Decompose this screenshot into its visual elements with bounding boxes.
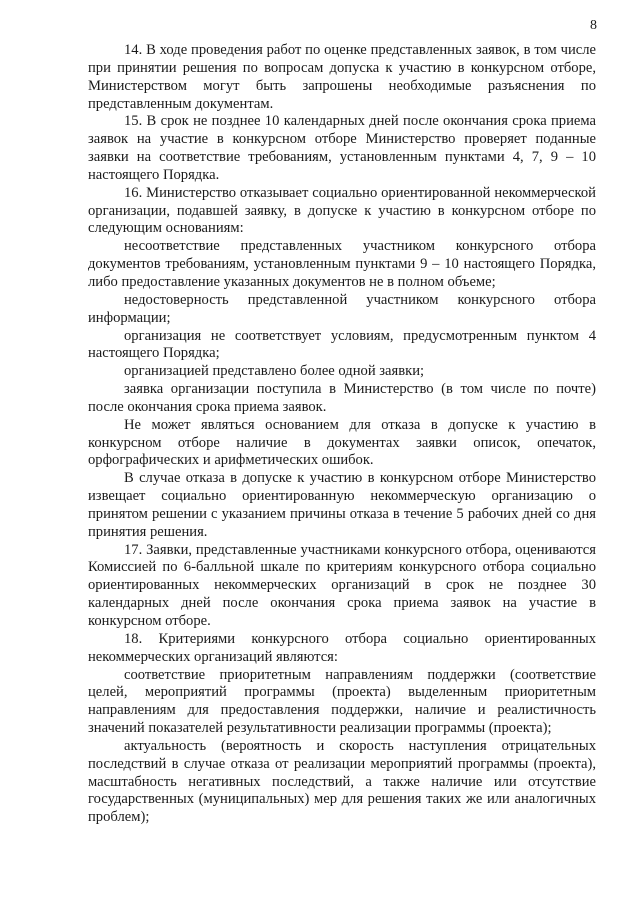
paragraph-17: 17. Заявки, представленные участниками конкурсного отбора, оцениваются Комиссией по 6-балльной шкале по критериям конкурсного отбора социально ориентированных некоммерческих организаций в срок не позднее 30 календарных дней после окончания срока приема заявок на участие в конкурсном отборе. [88, 541, 596, 629]
criterion-relevance: актуальность (вероятность и скорость наступления отрицательных последствий в случае отказа от реализации мероприятий программы (проекта), масштабность негативных последствий, а также наличие или отсутствие государственных (муниципальных) мер для решения таких же или аналогичных проблем); [88, 737, 596, 826]
refusal-ground-unreliable-info: недостоверность представленной участником конкурсного отбора информации; [88, 291, 596, 326]
typo-not-ground-paragraph: Не может являться основанием для отказа в допуске к участию в конкурсном отборе наличие в документах заявки описок, опечаток, орфографических и арифметических ошибок. [88, 416, 596, 469]
paragraph-16: 16. Министерство отказывает социально ориентированной некоммерческой организации, подавшей заявку, в допуске к участию в конкурсном отборе по следующим основаниям: [88, 184, 596, 237]
refusal-ground-documents: несоответствие представленных участником конкурсного отбора документов требованиям, установленным пунктами 9 – 10 настоящего Порядка, либо предоставление указанных документов не в полном объеме; [88, 238, 596, 290]
refusal-ground-multiple-applications: организацией представлено более одной заявки; [124, 363, 425, 380]
page-number: 8 [590, 18, 597, 33]
document-body [88, 42, 596, 827]
paragraph-14: 14. В ходе проведения работ по оценке представленных заявок, в том числе при принятии решения по вопросам допуска к участию в конкурсном отборе, Министерством могут быть запрошены необходимые разъяснения по представленным документам. [88, 42, 596, 112]
paragraph-15: 15. В срок не позднее 10 календарных дней после окончания срока приема заявок на участие в конкурсном отборе Министерство проверяет поданные заявки на соответствие требованиям, установленным пунктами 4, 7, 9 – 10 настоящего Порядка. [88, 113, 596, 183]
paragraph-18: 18. Критериями конкурсного отбора социально ориентированных некоммерческих организаций являются: [88, 630, 596, 665]
refusal-notice-paragraph: В случае отказа в допуске к участию в конкурсном отборе Министерство извещает социально ориентированную некоммерческую организацию о принятом решении с указанием причины отказа в течение 5 рабочих дней со дня принятия решения. [88, 470, 596, 540]
criterion-priority-compliance: соответствие приоритетным направлениям поддержки (соответствие целей, мероприятий программы (проекта) выделенным приоритетным направлениям для предоставления поддержки, наличие и реалистичность значений показателей результативности реализации программы (проекта); [88, 666, 596, 737]
refusal-ground-conditions: организация не соответствует условиям, предусмотренным пунктом 4 настоящего Порядка; [88, 327, 596, 362]
refusal-ground-late-submission: заявка организации поступила в Министерство (в том числе по почте) после окончания срока приема заявок. [88, 381, 596, 415]
